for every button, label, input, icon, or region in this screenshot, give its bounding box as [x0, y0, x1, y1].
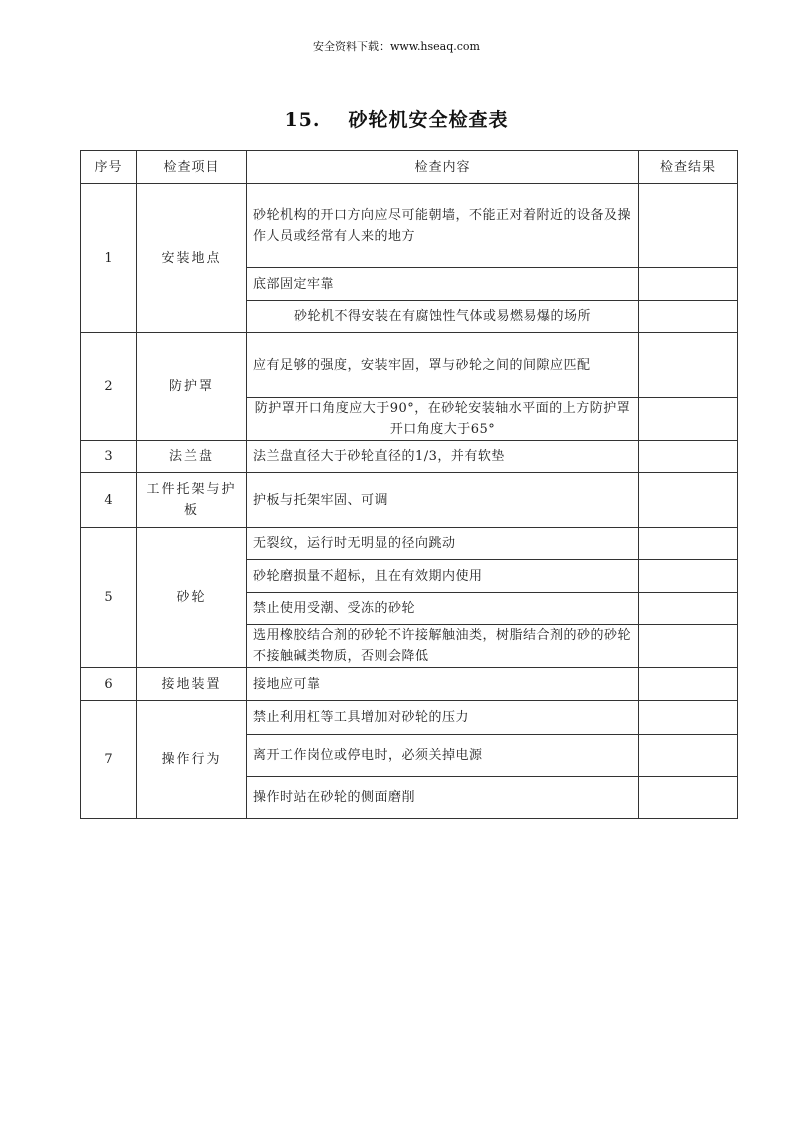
- check-content: 禁止使用受潮、受冻的砂轮: [247, 593, 639, 625]
- table-row: [81, 473, 738, 528]
- row-number: 6: [81, 668, 137, 701]
- check-item: 工件托架与护板: [137, 473, 247, 528]
- row-number: 5: [81, 528, 137, 668]
- check-item: 法兰盘: [137, 441, 247, 473]
- inspection-table: [80, 150, 738, 819]
- table-row: [81, 184, 738, 268]
- check-content: 选用橡胶结合剂的砂轮不许接解触油类，树脂结合剂的砂的砂轮不接触碱类物质，否则会降低: [247, 625, 639, 668]
- check-result-cell[interactable]: [639, 268, 738, 301]
- check-result-cell[interactable]: [639, 333, 738, 398]
- check-result-cell[interactable]: [639, 398, 738, 441]
- page-header: [0, 38, 793, 54]
- check-item: 砂轮: [137, 528, 247, 668]
- row-number: 2: [81, 333, 137, 441]
- row-number: 4: [81, 473, 137, 528]
- check-result-cell[interactable]: [639, 441, 738, 473]
- table-row: [81, 668, 738, 701]
- check-content: 操作时站在砂轮的侧面磨削: [247, 777, 639, 819]
- check-result-cell[interactable]: [639, 701, 738, 735]
- check-content: 接地应可靠: [247, 668, 639, 701]
- check-item: 防护罩: [137, 333, 247, 441]
- check-result-cell[interactable]: [639, 528, 738, 560]
- check-content: 防护罩开口角度应大于90°，在砂轮安装轴水平面的上方防护罩开口角度大于65°: [247, 398, 639, 441]
- header-content: 检查内容: [247, 151, 639, 184]
- table-header-row: [81, 151, 738, 184]
- check-content: 法兰盘直径大于砂轮直径的1/3，并有软垫: [247, 441, 639, 473]
- check-result-cell[interactable]: [639, 593, 738, 625]
- table-row: [81, 441, 738, 473]
- row-number: 1: [81, 184, 137, 333]
- check-result-cell[interactable]: [639, 668, 738, 701]
- table-row: [81, 528, 738, 560]
- check-content: 护板与托架牢固、可调: [247, 473, 639, 528]
- check-content: 砂轮机构的开口方向应尽可能朝墙，不能正对着附近的设备及操作人员或经常有人来的地方: [247, 184, 639, 268]
- check-result-cell[interactable]: [639, 777, 738, 819]
- table-row: [81, 333, 738, 398]
- page-title: [0, 105, 793, 132]
- check-result-cell[interactable]: [639, 560, 738, 593]
- check-result-cell[interactable]: [639, 735, 738, 777]
- check-result-cell[interactable]: [639, 184, 738, 268]
- check-result-cell[interactable]: [639, 473, 738, 528]
- check-content: 离开工作岗位或停电时，必须关掉电源: [247, 735, 639, 777]
- check-content: 砂轮机不得安装在有腐蚀性气体或易燃易爆的场所: [247, 301, 639, 333]
- table-row: [81, 701, 738, 735]
- check-content: 底部固定牢靠: [247, 268, 639, 301]
- header-no: 序号: [81, 151, 137, 184]
- title-text: 砂轮机安全检查表: [348, 109, 509, 131]
- check-content: 无裂纹，运行时无明显的径向跳动: [247, 528, 639, 560]
- row-number: 3: [81, 441, 137, 473]
- check-content: 应有足够的强度，安装牢固，罩与砂轮之间的间隙应匹配: [247, 333, 639, 398]
- check-content: 砂轮磨损量不超标，且在有效期内使用: [247, 560, 639, 593]
- row-number: 7: [81, 701, 137, 819]
- check-content: 禁止利用杠等工具增加对砂轮的压力: [247, 701, 639, 735]
- check-item: 安装地点: [137, 184, 247, 333]
- check-item: 操作行为: [137, 701, 247, 819]
- header-result: 检查结果: [639, 151, 738, 184]
- header-text: 安全资料下载：www.hseaq.com: [313, 40, 480, 53]
- header-item: 检查项目: [137, 151, 247, 184]
- check-result-cell[interactable]: [639, 625, 738, 668]
- title-number: 15.: [284, 109, 321, 131]
- check-item: 接地装置: [137, 668, 247, 701]
- check-result-cell[interactable]: [639, 301, 738, 333]
